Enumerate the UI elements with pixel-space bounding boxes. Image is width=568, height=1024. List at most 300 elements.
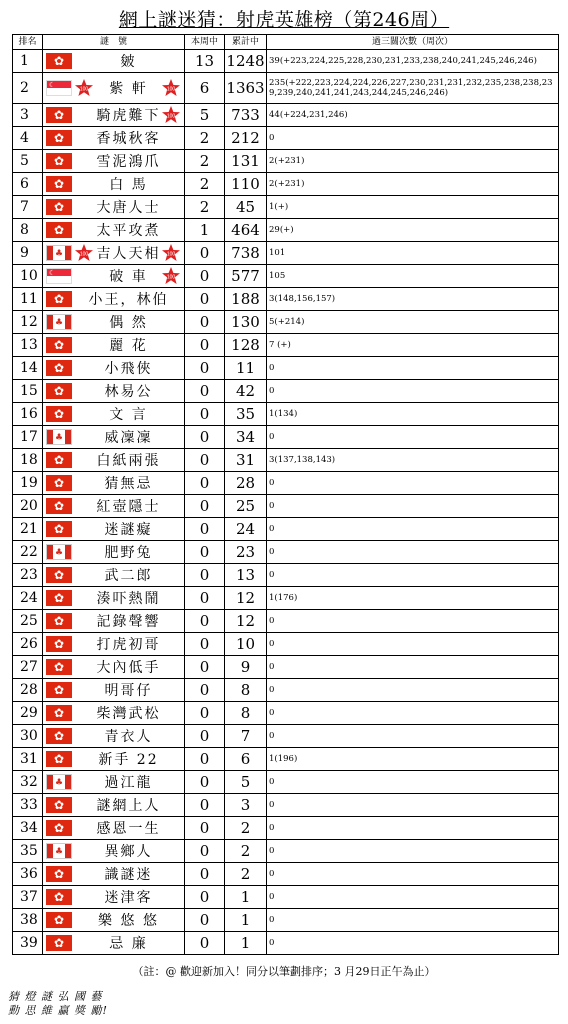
history-cell: 0 — [267, 725, 559, 748]
nickname-label: 太平攻煮 — [96, 223, 161, 239]
table-row — [13, 886, 559, 909]
table-row — [13, 518, 559, 541]
nickname-cell — [43, 840, 185, 863]
history-cell: 0 — [267, 656, 559, 679]
total-count-cell: 24 — [225, 518, 267, 541]
nickname-cell — [43, 403, 185, 426]
total-count-cell: 1 — [225, 932, 267, 955]
nickname-label: 樂 悠 悠 — [98, 913, 159, 929]
bauhinia-icon: ✿ — [46, 889, 72, 905]
table-row — [13, 357, 559, 380]
flag-group — [46, 130, 72, 146]
week-count-cell: 0 — [185, 403, 225, 426]
nickname-cell — [43, 127, 185, 150]
rank-cell: 8 — [13, 219, 43, 242]
history-cell: 39(+223,224,225,228,230,231,233,238,240,241,245,246,246) — [267, 50, 559, 73]
bauhinia-icon: ✿ — [46, 475, 72, 491]
history-cell: 105 — [267, 265, 559, 288]
flag-group — [46, 475, 72, 491]
week-count-cell: 0 — [185, 472, 225, 495]
total-count-cell: 188 — [225, 288, 267, 311]
table-row — [13, 725, 559, 748]
nickname-cell — [43, 909, 185, 932]
bauhinia-icon: ✿ — [46, 912, 72, 928]
week-count-cell: 0 — [185, 725, 225, 748]
history-cell: 0 — [267, 840, 559, 863]
table-row — [13, 817, 559, 840]
history-cell: 1(196) — [267, 748, 559, 771]
nickname-cell — [43, 311, 185, 334]
nickname-label: 騎虎難下 — [96, 108, 161, 124]
history-cell: 29(+) — [267, 219, 559, 242]
history-cell: 0 — [267, 127, 559, 150]
table-row — [13, 288, 559, 311]
nickname-cell — [43, 679, 185, 702]
history-cell: 1(+) — [267, 196, 559, 219]
nickname-cell — [43, 472, 185, 495]
table-row — [13, 242, 559, 265]
nickname-cell — [43, 748, 185, 771]
total-count-cell: 7 — [225, 725, 267, 748]
flag-group — [46, 429, 72, 445]
total-count-cell: 35 — [225, 403, 267, 426]
nickname-label: 文 言 — [109, 407, 148, 423]
nickname-label: 打虎初哥 — [96, 637, 161, 653]
flag-group — [46, 843, 72, 859]
flag-group — [46, 567, 72, 583]
total-count-cell: 13 — [225, 564, 267, 587]
total-count-cell: 464 — [225, 219, 267, 242]
table-row — [13, 495, 559, 518]
history-cell: 0 — [267, 610, 559, 633]
rank-cell: 18 — [13, 449, 43, 472]
week-count-cell: 0 — [185, 932, 225, 955]
star-badge-icon — [161, 105, 181, 125]
star-badge-icon — [161, 78, 181, 98]
week-count-cell: 0 — [185, 909, 225, 932]
total-count-cell: 128 — [225, 334, 267, 357]
nickname-label: 記錄聲響 — [96, 614, 161, 630]
week-count-cell: 0 — [185, 265, 225, 288]
flag-group — [46, 80, 72, 96]
bauhinia-icon: ✿ — [46, 107, 72, 123]
total-count-cell: 110 — [225, 173, 267, 196]
rank-cell: 28 — [13, 679, 43, 702]
table-row — [13, 50, 559, 73]
bauhinia-icon: ✿ — [46, 53, 72, 69]
nickname-cell — [43, 73, 185, 104]
flag-group — [46, 268, 72, 284]
history-cell: 101 — [267, 242, 559, 265]
total-count-cell: 12 — [225, 610, 267, 633]
history-cell: 0 — [267, 426, 559, 449]
header-rank: 排名 — [13, 35, 43, 50]
rank-cell: 14 — [13, 357, 43, 380]
svg-text:100: 100 — [166, 274, 176, 281]
flag-group — [46, 889, 72, 905]
flag-group — [46, 521, 72, 537]
week-count-cell: 0 — [185, 242, 225, 265]
rank-cell: 10 — [13, 265, 43, 288]
flag-group — [46, 406, 72, 422]
week-count-cell: 13 — [185, 50, 225, 73]
nickname-cell — [43, 196, 185, 219]
flag-group — [46, 107, 72, 123]
crescent-icon: ☾ — [46, 268, 72, 284]
nickname-label: 異鄉人 — [104, 844, 153, 860]
nickname-cell — [43, 817, 185, 840]
nickname-label: 過江龍 — [104, 775, 153, 791]
header-week: 本周中 — [185, 35, 225, 50]
table-row — [13, 104, 559, 127]
history-cell: 1(134) — [267, 403, 559, 426]
bauhinia-icon: ✿ — [46, 176, 72, 192]
nickname-cell — [43, 219, 185, 242]
rank-cell: 20 — [13, 495, 43, 518]
nickname-cell — [43, 357, 185, 380]
bauhinia-icon: ✿ — [46, 130, 72, 146]
footer-slogan — [8, 990, 108, 1018]
history-cell: 44(+224,231,246) — [267, 104, 559, 127]
table-body — [13, 50, 559, 955]
total-count-cell: 577 — [225, 265, 267, 288]
footnote: （註：@ 歡迎新加入！同分以筆劃排序；3 月29日正午為止） — [132, 965, 436, 978]
table-row — [13, 265, 559, 288]
nickname-label: 紫 軒 — [109, 81, 148, 97]
nickname-label: 破 車 — [109, 269, 148, 285]
nickname-label: 皴 — [120, 54, 137, 70]
bauhinia-icon: ✿ — [46, 728, 72, 744]
rank-cell: 11 — [13, 288, 43, 311]
rank-cell: 37 — [13, 886, 43, 909]
table-row — [13, 472, 559, 495]
total-count-cell: 8 — [225, 702, 267, 725]
history-cell: 1(176) — [267, 587, 559, 610]
week-count-cell: 2 — [185, 127, 225, 150]
rank-cell: 30 — [13, 725, 43, 748]
flag-group — [46, 53, 72, 69]
rank-cell: 35 — [13, 840, 43, 863]
bauhinia-icon: ✿ — [46, 567, 72, 583]
flag-group — [46, 498, 72, 514]
flag-group — [46, 774, 72, 790]
rank-cell: 27 — [13, 656, 43, 679]
history-cell: 0 — [267, 518, 559, 541]
bauhinia-icon: ✿ — [46, 360, 72, 376]
nickname-label: 識謎迷 — [104, 867, 153, 883]
nickname-cell — [43, 863, 185, 886]
history-cell: 0 — [267, 679, 559, 702]
table-row — [13, 702, 559, 725]
nickname-label: 迷謎癡 — [104, 522, 153, 538]
total-count-cell: 738 — [225, 242, 267, 265]
table-row — [13, 610, 559, 633]
week-count-cell: 0 — [185, 495, 225, 518]
total-count-cell: 45 — [225, 196, 267, 219]
rank-cell: 26 — [13, 633, 43, 656]
maple-leaf-icon: ♣ — [46, 774, 72, 790]
rank-cell: 6 — [13, 173, 43, 196]
total-count-cell: 10 — [225, 633, 267, 656]
bauhinia-icon: ✿ — [46, 797, 72, 813]
bauhinia-icon: ✿ — [46, 291, 72, 307]
history-cell: 0 — [267, 357, 559, 380]
flag-group — [46, 337, 72, 353]
bauhinia-icon: ✿ — [46, 705, 72, 721]
nickname-cell — [43, 886, 185, 909]
nickname-label: 大唐人士 — [96, 200, 161, 216]
week-count-cell: 0 — [185, 426, 225, 449]
nickname-cell — [43, 656, 185, 679]
flag-group — [46, 751, 72, 767]
flag-group — [46, 199, 72, 215]
total-count-cell: 11 — [225, 357, 267, 380]
rank-cell: 36 — [13, 863, 43, 886]
total-count-cell: 2 — [225, 863, 267, 886]
history-cell: 0 — [267, 863, 559, 886]
svg-text:100: 100 — [79, 251, 89, 258]
table-row — [13, 909, 559, 932]
nickname-label: 香城秋客 — [96, 131, 161, 147]
header-total: 累計中 — [225, 35, 267, 50]
history-cell: 3(148,156,157) — [267, 288, 559, 311]
week-count-cell: 0 — [185, 380, 225, 403]
week-count-cell: 0 — [185, 587, 225, 610]
rank-cell: 21 — [13, 518, 43, 541]
flag-group — [46, 820, 72, 836]
week-count-cell: 0 — [185, 288, 225, 311]
nickname-label: 肥野兔 — [104, 545, 153, 561]
nickname-cell — [43, 380, 185, 403]
nickname-cell — [43, 173, 185, 196]
week-count-cell: 0 — [185, 633, 225, 656]
maple-leaf-icon: ♣ — [46, 843, 72, 859]
star-badge-icon — [161, 243, 181, 263]
bauhinia-icon: ✿ — [46, 590, 72, 606]
history-cell: 0 — [267, 633, 559, 656]
total-count-cell: 5 — [225, 771, 267, 794]
flag-group — [46, 360, 72, 376]
table-row — [13, 196, 559, 219]
table-row — [13, 150, 559, 173]
rank-cell: 13 — [13, 334, 43, 357]
bauhinia-icon: ✿ — [46, 383, 72, 399]
bauhinia-icon: ✿ — [46, 682, 72, 698]
rank-cell: 17 — [13, 426, 43, 449]
nickname-label: 偶 然 — [109, 315, 148, 331]
nickname-cell — [43, 702, 185, 725]
nickname-cell — [43, 242, 185, 265]
nickname-label: 青衣人 — [104, 729, 153, 745]
history-cell: 2(+231) — [267, 150, 559, 173]
total-count-cell: 1 — [225, 909, 267, 932]
nickname-label: 紅壺隱士 — [96, 499, 161, 515]
bauhinia-icon: ✿ — [46, 636, 72, 652]
flag-group — [46, 544, 72, 560]
maple-leaf-icon: ♣ — [46, 314, 72, 330]
rank-cell: 31 — [13, 748, 43, 771]
bauhinia-icon: ✿ — [46, 820, 72, 836]
nickname-label: 武二郎 — [104, 568, 153, 584]
total-count-cell: 1248 — [225, 50, 267, 73]
nickname-label: 忌 廉 — [109, 936, 148, 952]
nickname-cell — [43, 334, 185, 357]
history-cell: 0 — [267, 817, 559, 840]
flag-group — [46, 222, 72, 238]
nickname-cell — [43, 725, 185, 748]
history-cell: 0 — [267, 380, 559, 403]
rank-cell: 2 — [13, 73, 43, 104]
nickname-cell — [43, 564, 185, 587]
nickname-cell — [43, 449, 185, 472]
flag-group — [46, 659, 72, 675]
nickname-label: 猜無忌 — [104, 476, 153, 492]
table-row — [13, 403, 559, 426]
history-cell: 0 — [267, 564, 559, 587]
star-badge-icon — [161, 266, 181, 286]
history-cell: 0 — [267, 932, 559, 955]
history-cell: 0 — [267, 472, 559, 495]
nickname-label: 吉人天相 — [96, 246, 161, 262]
total-count-cell: 42 — [225, 380, 267, 403]
flag-group — [46, 176, 72, 192]
ranking-table — [12, 34, 559, 955]
crescent-icon: ☾ — [46, 80, 72, 96]
week-count-cell: 2 — [185, 196, 225, 219]
rank-cell: 12 — [13, 311, 43, 334]
bauhinia-icon: ✿ — [46, 751, 72, 767]
table-row — [13, 219, 559, 242]
rank-cell: 25 — [13, 610, 43, 633]
star-badge-icon — [74, 78, 94, 98]
week-count-cell: 0 — [185, 357, 225, 380]
nickname-label: 新手 22 — [98, 752, 159, 768]
nickname-label: 柴灣武松 — [96, 706, 161, 722]
nickname-label: 感恩一生 — [96, 821, 161, 837]
bauhinia-icon: ✿ — [46, 199, 72, 215]
flag-group — [46, 682, 72, 698]
flag-group — [46, 291, 72, 307]
total-count-cell: 6 — [225, 748, 267, 771]
table-row — [13, 771, 559, 794]
rank-cell: 15 — [13, 380, 43, 403]
table-row — [13, 679, 559, 702]
bauhinia-icon: ✿ — [46, 222, 72, 238]
week-count-cell: 0 — [185, 817, 225, 840]
header-nickname: 謎 號 — [43, 35, 185, 50]
table-row — [13, 449, 559, 472]
nickname-label: 小王，林伯 — [88, 292, 169, 308]
nickname-label: 麗 花 — [109, 338, 148, 354]
history-cell: 235(+222,223,224,224,226,227,230,231,231,232,235,238,238,239,239,240,241,241,243,244,245,246,246) — [267, 73, 559, 104]
week-count-cell: 0 — [185, 794, 225, 817]
table-row — [13, 840, 559, 863]
table-row — [13, 541, 559, 564]
table-row — [13, 311, 559, 334]
page-title: 網上謎迷猜：射虎英雄榜（第246周） — [118, 9, 450, 31]
total-count-cell: 1363 — [225, 73, 267, 104]
week-count-cell: 0 — [185, 311, 225, 334]
nickname-cell — [43, 50, 185, 73]
total-count-cell: 34 — [225, 426, 267, 449]
bauhinia-icon: ✿ — [46, 613, 72, 629]
nickname-label: 白紙兩張 — [96, 453, 161, 469]
rank-cell: 33 — [13, 794, 43, 817]
nickname-label: 威凜凜 — [104, 430, 153, 446]
week-count-cell: 0 — [185, 518, 225, 541]
week-count-cell: 2 — [185, 173, 225, 196]
total-count-cell: 2 — [225, 840, 267, 863]
nickname-cell — [43, 794, 185, 817]
week-count-cell: 0 — [185, 886, 225, 909]
footer-line: 猜 燈 謎 弘 國 藝 — [8, 990, 103, 1003]
rank-cell: 32 — [13, 771, 43, 794]
week-count-cell: 0 — [185, 334, 225, 357]
rank-cell: 38 — [13, 909, 43, 932]
total-count-cell: 1 — [225, 886, 267, 909]
week-count-cell: 0 — [185, 449, 225, 472]
history-cell: 0 — [267, 495, 559, 518]
bauhinia-icon: ✿ — [46, 452, 72, 468]
rank-cell: 4 — [13, 127, 43, 150]
history-cell: 0 — [267, 541, 559, 564]
table-row — [13, 656, 559, 679]
history-cell: 0 — [267, 702, 559, 725]
nickname-cell — [43, 518, 185, 541]
week-count-cell: 0 — [185, 679, 225, 702]
table-row — [13, 73, 559, 104]
total-count-cell: 12 — [225, 587, 267, 610]
table-row — [13, 380, 559, 403]
table-row — [13, 932, 559, 955]
nickname-label: 明哥仔 — [104, 683, 153, 699]
rank-cell: 23 — [13, 564, 43, 587]
week-count-cell: 0 — [185, 541, 225, 564]
bauhinia-icon: ✿ — [46, 521, 72, 537]
history-cell: 2(+231) — [267, 173, 559, 196]
history-cell: 0 — [267, 886, 559, 909]
rank-cell: 3 — [13, 104, 43, 127]
table-row — [13, 564, 559, 587]
total-count-cell: 23 — [225, 541, 267, 564]
table-row — [13, 863, 559, 886]
week-count-cell: 2 — [185, 150, 225, 173]
table-header-row — [13, 35, 559, 50]
table-row — [13, 748, 559, 771]
total-count-cell: 31 — [225, 449, 267, 472]
table-row — [13, 794, 559, 817]
week-count-cell: 0 — [185, 702, 225, 725]
bauhinia-icon: ✿ — [46, 406, 72, 422]
flag-group — [46, 314, 72, 330]
nickname-cell — [43, 633, 185, 656]
nickname-cell — [43, 495, 185, 518]
nickname-label: 林易公 — [104, 384, 153, 400]
table-row — [13, 633, 559, 656]
maple-leaf-icon: ♣ — [46, 429, 72, 445]
rank-cell: 39 — [13, 932, 43, 955]
bauhinia-icon: ✿ — [46, 866, 72, 882]
bauhinia-icon: ✿ — [46, 153, 72, 169]
rank-cell: 9 — [13, 242, 43, 265]
flag-group — [46, 728, 72, 744]
rank-cell: 16 — [13, 403, 43, 426]
nickname-label: 謎網上人 — [96, 798, 161, 814]
history-cell: 3(137,138,143) — [267, 449, 559, 472]
flag-group — [46, 153, 72, 169]
week-count-cell: 0 — [185, 564, 225, 587]
rank-cell: 7 — [13, 196, 43, 219]
